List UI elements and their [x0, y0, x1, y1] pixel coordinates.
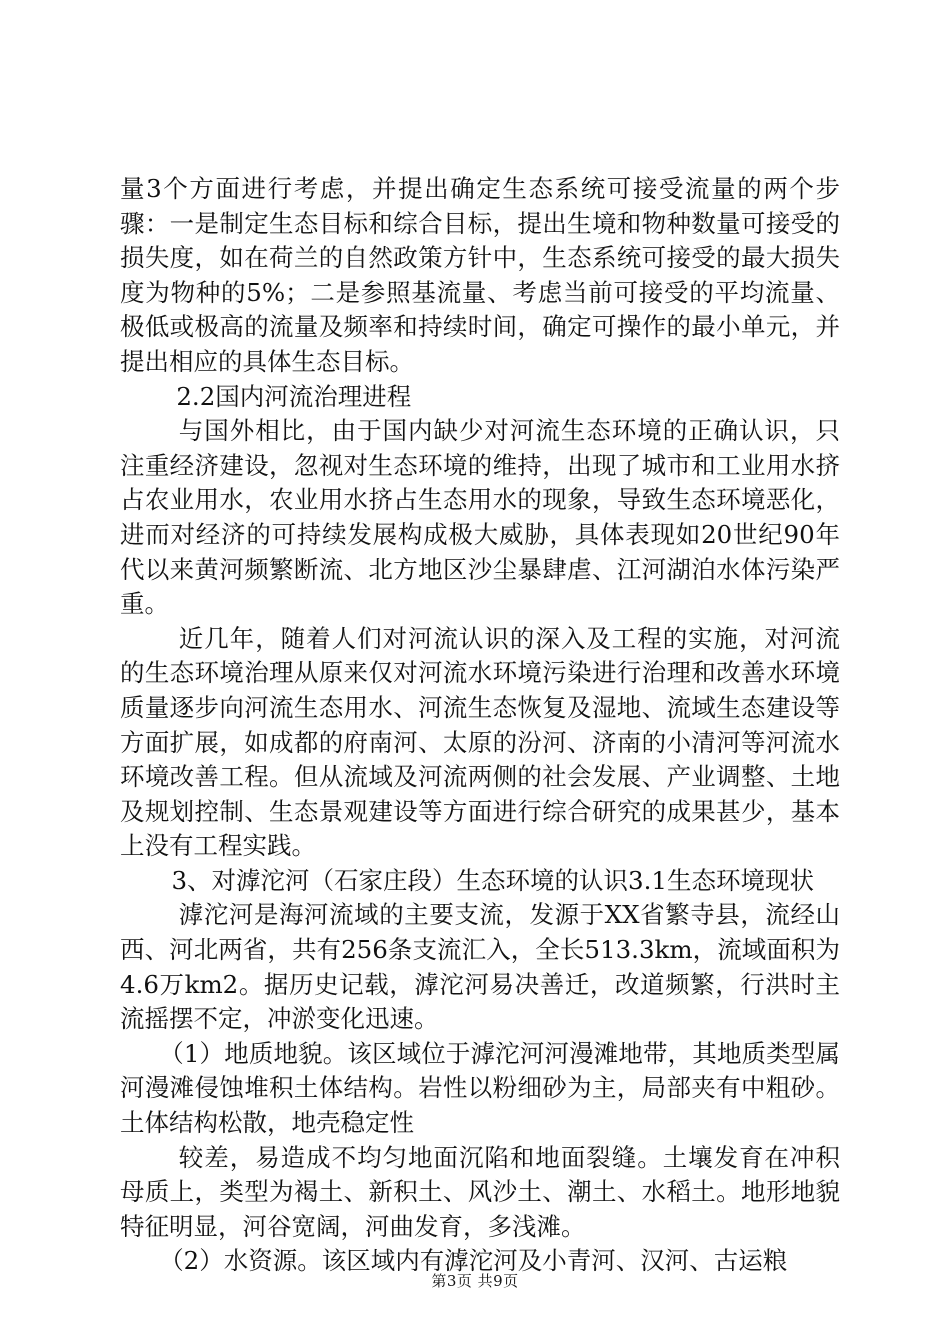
- section-heading-3: 3、对滹沱河（石家庄段）生态环境的认识3.1生态环境现状: [171, 865, 814, 895]
- page-footer: 第3页 共9页: [431, 1272, 519, 1290]
- paragraph-hutuo-river: 滹沱河是海河流域的主要支流，发源于XX省繁寺县，流经山西、河北两省，共有256条支流汇入，全长513.3km，流域面积为4.6万km2。据历史记载，滹沱河易决善迁，改道频繁，行洪时主流摇摆不定，冲淤变化迅速。: [120, 900, 840, 1034]
- paragraph-recent-years: 近几年，随着人们对河流认识的深入及工程的实施，对河流的生态环境治理从原来仅对河流水环境污染进行治理和改善水环境质量逐步向河流生态用水、河流生态恢复及湿地、流域生态建设等方面扩展，如成都的府南河、太原的汾河、济南的小清河等河流水环境改善工程。但从流域及河流两侧的社会发展、产业调整、土地及规划控制、生态景观建设等方面进行综合研究的成果甚少，基本上没有工程实践。: [120, 623, 840, 861]
- paragraph-water-resources: （2）水资源。该区域内有滹沱河及小青河、汉河、古运粮: [159, 1246, 788, 1276]
- paragraph-geology: （1）地质地貌。该区域位于滹沱河河漫滩地带，其地质类型属河漫滩侵蚀堆积土体结构。岩性以粉细砂为主，局部夹有中粗砂。土体结构松散，地壳稳定性: [120, 1038, 840, 1138]
- paragraph-domestic: 与国外相比，由于国内缺少对河流生态环境的正确认识，只注重经济建设，忽视对生态环境的维持，出现了城市和工业用水挤占农业用水，农业用水挤占生态用水的现象，导致生态环境恶化，进而对经济的可持续发展构成极大威胁，具体表现如20世纪90年代以来黄河频繁断流、北方地区沙尘暴肆虐、江河湖泊水体污染严重。: [120, 416, 840, 619]
- section-heading-2-2: 2.2国内河流治理进程: [176, 381, 412, 411]
- document-body: [120, 172, 840, 1279]
- paragraph-soil: 较差，易造成不均匀地面沉陷和地面裂缝。土壤发育在冲积母质上，类型为褐土、新积土、风沙土、潮土、水稻土。地形地貌特征明显，河谷宽阔，河曲发育，多浅滩。: [120, 1142, 840, 1241]
- paragraph-continuation: 量3个方面进行考虑，并提出确定生态系统可接受流量的两个步骤：一是制定生态目标和综合目标，提出生境和物种数量可接受的损失度，如在荷兰的自然政策方针中，生态系统可接受的最大损失度为物种的5%；二是参照基流量、考虑当前可接受的平均流量、极低或极高的流量及频率和持续时间，确定可操作的最小单元，并提出相应的具体生态目标。: [120, 174, 840, 376]
